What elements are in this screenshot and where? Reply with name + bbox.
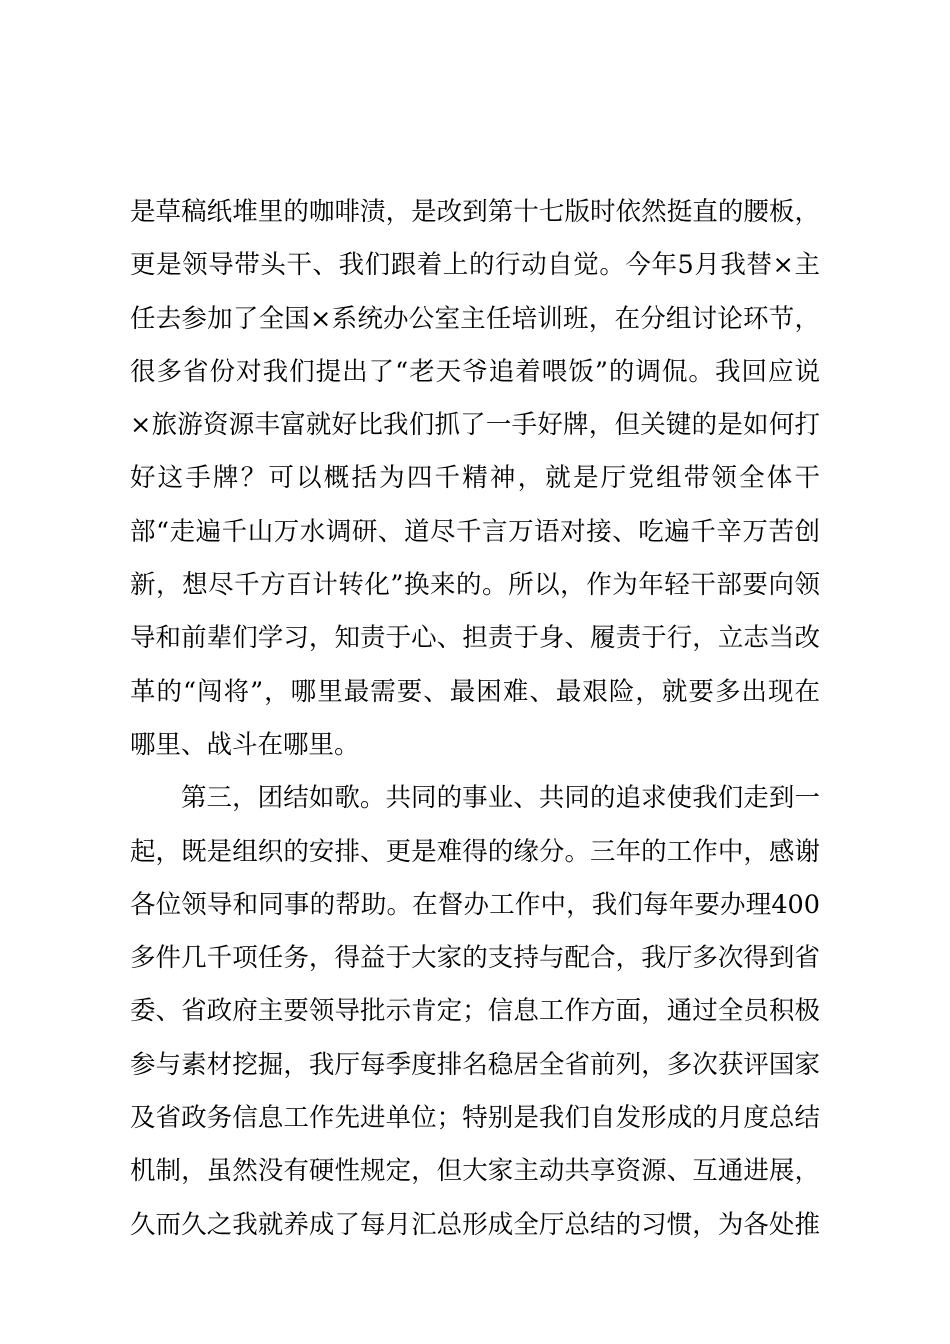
- paragraph: [130, 772, 820, 1252]
- text-line: 委、省政府主要领导批示肯定；信息工作方面，通过全员积极: [130, 996, 820, 1027]
- text-line: 多件几千项任务，得益于大家的支持与配合，我厅多次得到省: [130, 943, 820, 974]
- text-line: 是草稿纸堆里的咖啡渍，是改到第十七版时依然挺直的腰板，: [130, 197, 820, 227]
- text-line: 任去参加了全国×系统办公室主任培训班，在分组讨论环节，: [130, 303, 820, 334]
- text-line: 各位领导和同事的帮助。在督办工作中，我们每年要办理400: [130, 889, 820, 920]
- text-line: 导和前辈们学习，知责于心、担责于身、履责于行，立志当改: [130, 623, 820, 654]
- text-line: 更是领导带头干、我们跟着上的行动自觉。今年5月我替×主: [130, 250, 820, 281]
- text-line: ×旅游资源丰富就好比我们抓了一手好牌，但关键的是如何打: [130, 410, 820, 441]
- text-line: 哪里、战斗在哪里。: [130, 729, 360, 760]
- text-line: 很多省份对我们提出了“老天爷追着喂饭”的调侃。我回应说: [130, 356, 820, 387]
- text-line: 参与素材挖掘，我厅每季度排名稳居全省前列，多次获评国家: [130, 1049, 820, 1080]
- text-line: 革的“闯将”，哪里最需要、最困难、最艰险，就要多出现在: [130, 676, 820, 707]
- document-body: [130, 186, 820, 1252]
- text-line: 第三，团结如歌。共同的事业、共同的追求使我们走到一: [181, 783, 820, 814]
- paragraph: [130, 186, 820, 772]
- text-line: 起，既是组织的安排、更是难得的缘分。三年的工作中，感谢: [130, 836, 820, 867]
- text-line: 久而久之我就养成了每月汇总形成全厅总结的习惯，为各处推: [130, 1209, 820, 1240]
- text-line: 好这手牌？可以概括为四千精神，就是厅党组带领全体干: [130, 463, 820, 494]
- text-line: 及省政务信息工作先进单位；特别是我们自发形成的月度总结: [130, 1103, 820, 1134]
- text-line: 机制，虽然没有硬性规定，但大家主动共享资源、互通进展，: [130, 1156, 820, 1187]
- text-line: 新，想尽千方百计转化”换来的。所以，作为年轻干部要向领: [130, 570, 820, 601]
- text-line: 部“走遍千山万水调研、道尽千言万语对接、吃遍千辛万苦创: [130, 516, 820, 547]
